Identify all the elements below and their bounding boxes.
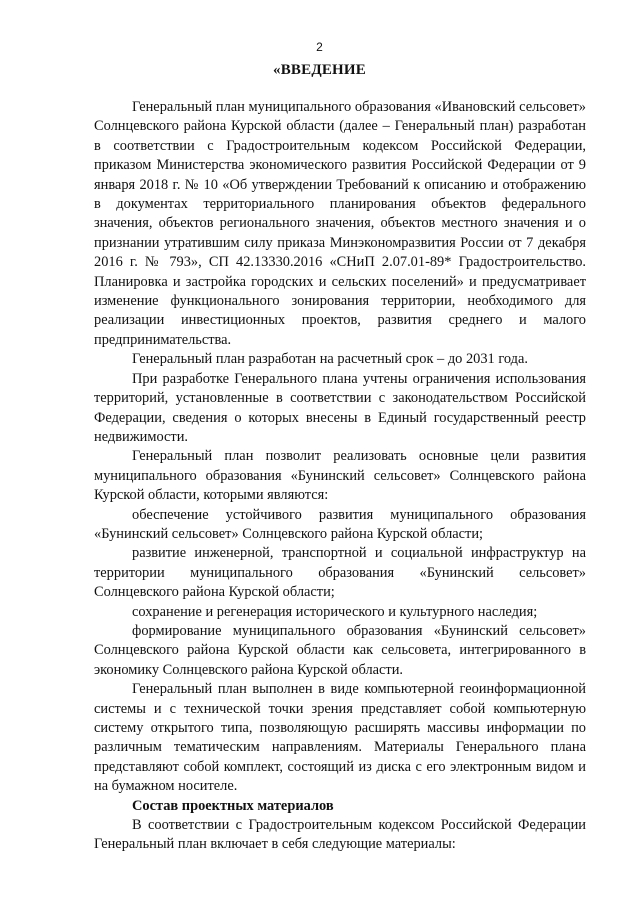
paragraph-gis: Генеральный план выполнен в виде компьютерной геоинформационной системы и с технической точки зрения представляет собой компьютерную систему открытого типа, позволяющую расширять массивы информации по различным тематическим направлениям. Материалы Генерального плана представляют собой комплект, состоящий из диска с его электронным видом и на бумажном носителе. (94, 681, 586, 795)
paragraph-term: Генеральный план разработан на расчетный срок – до 2031 года. (132, 351, 528, 368)
document-title: «ВВЕДЕНИЕ (273, 62, 366, 78)
goal-item-1: обеспечение устойчивого развития муниципального образования «Бунинский сельсовет» Солнцевского района Курской области; (94, 506, 586, 542)
goal-item-2: развитие инженерной, транспортной и социальной инфраструктур на территории муниципального образования «Бунинский сельсовет» Солнцевского района Курской области; (94, 545, 586, 601)
page-number: 2 (316, 40, 323, 54)
goal-item-3: сохранение и регенерация исторического и культурного наследия; (132, 603, 538, 620)
section-heading: Состав проектных материалов (132, 797, 334, 814)
paragraph-intro: Генеральный план муниципального образования «Ивановский сельсовет» Солнцевского района Курской области (далее – Генеральный план) разработан в соответствии с Градостроительным кодексом Российской Федерации, приказом Министерства экономического развития Российской Федерации от 9 января 2018 г. № 10 «Об утверждении Требований к описанию и отображению в документах территориального планирования объектов федерального значения, объектов регионального значения, объектов местного значения и о признании утратившим силу приказа Минэкономразвития России от 7 декабря 2016 г. № 793», СП 42.13330.2016 «СНиП 2.07.01-89* Градостроительство. Планировка и застройка городских и сельских поселений» и предусматривает изменение функционального зонирования территории, необходимого для реализации инвестиционных проектов, развития среднего и малого предпринимательства. (94, 99, 586, 348)
paragraph-goals: Генеральный план позволит реализовать основные цели развития муниципального образования «Бунинский сельсовет» Солнцевского района Курской области, которыми являются: (94, 448, 586, 504)
document-body (94, 98, 586, 855)
paragraph-restrictions: При разработке Генерального плана учтены ограничения использования территорий, установленные в соответствии с законодательством Российской Федерации, сведения о которых внесены в Единый государственный реестр недвижимости. (94, 370, 586, 445)
goal-item-4: формирование муниципального образования «Бунинский сельсовет» Солнцевского района Курской области как сельсовета, интегрированного в экономику Солнцевского района Курской области. (94, 622, 586, 678)
paragraph-materials: В соответствии с Градостроительным кодексом Российской Федерации Генеральный план включает в себя следующие материалы: (94, 817, 586, 853)
